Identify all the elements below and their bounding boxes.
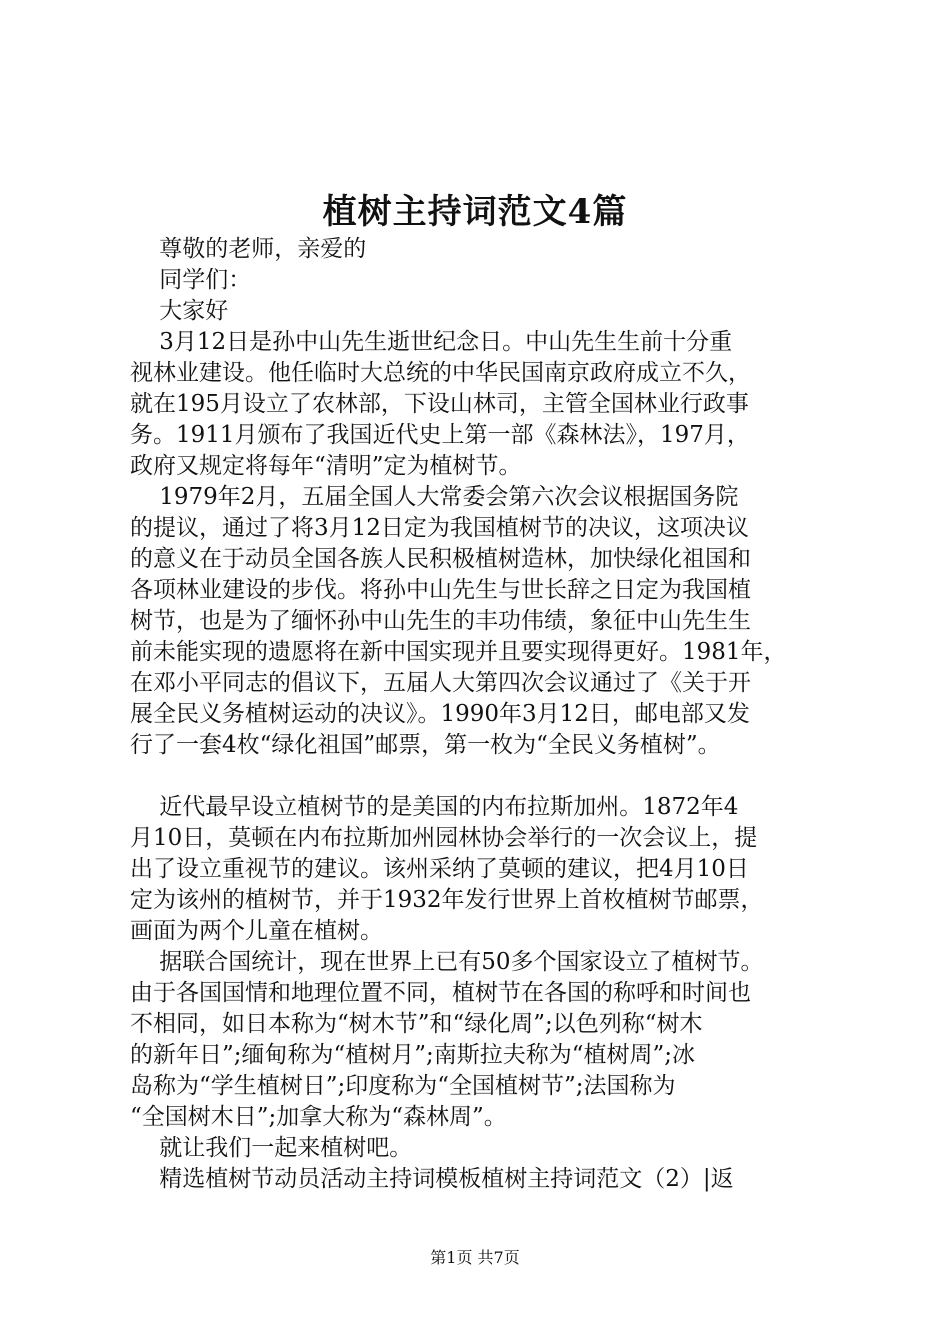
- text-line: 在邓小平同志的倡议下，五届人大第四次会议通过了《关于开: [130, 670, 751, 696]
- text-line: 展全民义务植树运动的决议》。1990年3月12日，邮电部又发: [130, 701, 750, 727]
- text-line: 精选植树节动员活动主持词模板植树主持词范文（2）|返: [130, 1166, 734, 1192]
- text-line: 尊敬的老师，亲爱的: [130, 236, 367, 262]
- text-line: 就在195月设立了农林部，下设山林司，主管全国林业行政事: [130, 391, 749, 417]
- text-line: 画面为两个儿童在植树。: [130, 918, 383, 944]
- text-line: 各项林业建设的步伐。将孙中山先生与世长辞之日定为我国植: [130, 577, 751, 603]
- text-line: 出了设立重视节的建议。该州采纳了莫顿的建议，把4月10日: [130, 856, 749, 882]
- text-line: 由于各国国情和地理位置不同，植树节在各国的称呼和时间也: [130, 980, 751, 1006]
- text-line: 据联合国统计，现在世界上已有50多个国家设立了植树节。: [130, 949, 764, 975]
- document-body: [130, 234, 842, 1195]
- text-line: 月10日，莫顿在内布拉斯加州园林协会举行的一次会议上，提: [130, 825, 758, 851]
- text-line: 同学们：: [130, 267, 252, 293]
- text-line: 树节，也是为了缅怀孙中山先生的丰功伟绩，象征中山先生生: [130, 608, 751, 634]
- text-line: 的意义在于动员全国各族人民积极植树造林，加快绿化祖国和: [130, 546, 751, 572]
- document-title: 植树主持词范文4篇: [322, 192, 628, 232]
- text-line: 行了一套4枚“绿化祖国”邮票，第一枚为“全民义务植树”。: [130, 732, 721, 758]
- text-line: 前未能实现的遗愿将在新中国实现并且要实现得更好。1981年，: [130, 639, 787, 665]
- text-line: 不相同，如日本称为“树木节”和“绿化周”;以色列称“树木: [130, 1011, 703, 1037]
- text-line: 的提议，通过了将3月12日定为我国植树节的决议，这项决议: [130, 515, 749, 541]
- text-line: 视林业建设。他任临时大总统的中华民国南京政府成立不久，: [130, 360, 751, 386]
- text-line: 3月12日是孙中山先生逝世纪念日。中山先生生前十分重: [130, 329, 733, 355]
- page-footer: 第1页 共7页: [430, 1248, 520, 1267]
- text-line: 就让我们一起来植树吧。: [130, 1135, 413, 1161]
- text-line: 1979年2月，五届全国人大常委会第六次会议根据国务院: [130, 484, 739, 510]
- text-line: 务。1911月颁布了我国近代史上第一部《森林法》，197月，: [130, 422, 750, 448]
- text-line: “全国树木日”;加拿大称为“森林周”。: [130, 1104, 507, 1130]
- text-line: 近代最早设立植树节的是美国的内布拉斯加州。1872年4: [130, 794, 739, 820]
- blank-line: [130, 761, 842, 792]
- text-line: 的新年日”;缅甸称为“植树月”;南斯拉夫称为“植树周”;冰: [130, 1042, 696, 1068]
- text-line: 大家好: [130, 298, 229, 324]
- text-line: 政府又规定将每年“清明”定为植树节。: [130, 453, 522, 479]
- text-line: 定为该州的植树节，并于1932年发行世界上首枚植树节邮票，: [130, 887, 764, 913]
- text-line: 岛称为“学生植树日”;印度称为“全国植树节”;法国称为: [130, 1073, 676, 1099]
